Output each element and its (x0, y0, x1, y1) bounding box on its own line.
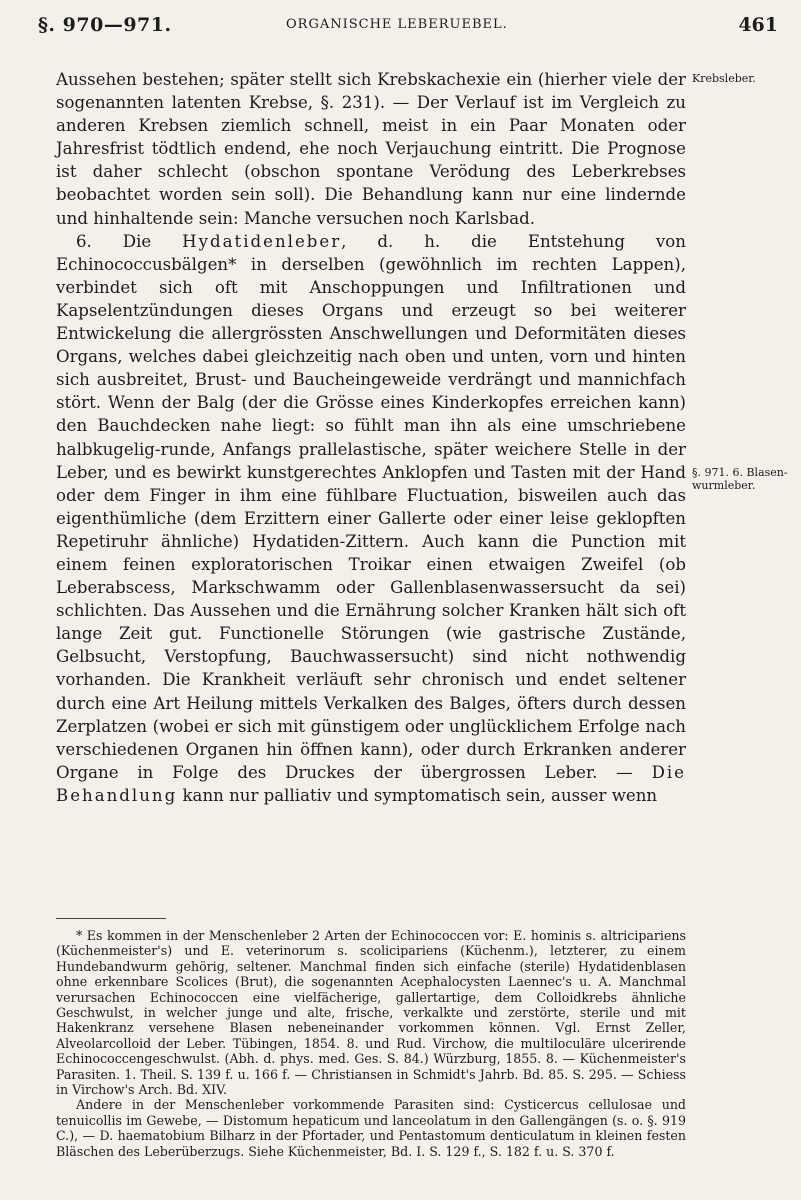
p2-start: 6. Die (76, 231, 183, 251)
main-text (56, 68, 686, 807)
footnote (56, 928, 686, 1159)
paragraph-krebs: Aussehen bestehen; später stellt sich Krebskachexie ein (hierher viele der sogenannten latenten Krebse, §. 231). — Der Verlauf ist im Vergleich zu anderen Krebsen ziemlich schnell, meist in ein Paar Monaten oder Jahresfrist tödtlich endend, ehe noch Verjauchung eintritt. Die Prognose ist daher schlecht (obschon spontane Verödung des Leberkrebses beobachtet worden sein soll). Die Behandlung kann nur eine lindernde und hinhaltende sein: Manche versuchen noch Karlsbad. (56, 70, 686, 228)
footnote-paragraph-2: Andere in der Menschenleber vorkommende Parasiten sind: Cysticercus cellulosae und tenuicollis im Gewebe, — Distomum hepaticum und lanceolatum in den Gallengängen (s. o. §. 919 C.), — D. haematobium Bilharz in der Pfortader, und Pentastomum denticulatum in kleinen festen Bläschen des Leberüberzugs. Siehe Küchenmeister, Bd. I. S. 129 f., S. 182 f. u. S. 370 f. (56, 1097, 686, 1159)
term-behandlung: Die Behandlung (56, 762, 686, 805)
footnote-divider (56, 918, 166, 919)
p2-end: kann nur palliativ und symptomatisch sein, ausser wenn (177, 785, 658, 805)
paragraph-hydatidenleber (56, 230, 686, 807)
running-title: ORGANISCHE LEBERUEBEL. (286, 17, 508, 32)
margin-note-blasenwurmleber: §. 971. 6. Blasen-wurmleber. (692, 466, 788, 492)
p2-rest: , d. h. die Entstehung von Echinococcusbälgen* in derselben (gewöhnlich im rechten Lappen), verbindet sich oft mit Anschoppungen und Infiltrationen und Kapselentzündungen dieses Organs und erzeugt so bei weiterer Entwickelung die allergrössten Anschwellungen und Deformitäten dieses Organs, welches dabei gleichzeitig nach oben und unten, vorn und hinten sich ausbreitet, Brust- und Baucheingeweide verdrängt und mannichfach stört. Wenn der Balg (der die Grösse eines Kinderkopfes erreichen kann) den Bauchdecken nahe liegt: so fühlt man ihn als eine umschriebene halbkugelig-runde, Anfangs prallelastische, später weichere Stelle in der Leber, und es bewirkt kunstgerechtes Anklopfen und Tasten mit der Hand oder dem Finger in ihm eine fühlbare Fluctuation, bisweilen auch das eigenthümliche (dem Erzittern einer Gallerte oder einer leise geklopften Repetiruhr ähnliche) Hydatiden-Zittern. Auch kann die Punction mit einem feinen exploratorischen Troikar einen etwaigen Zweifel (ob Leberabscess, Markschwamm oder Gallenblasenwassersucht da sei) schlichten. Das Aussehen und die Ernährung solcher Kranken hält sich oft lange Zeit gut. Functionelle Störungen (wie gastrische Zustände, Gelbsucht, Verstopfung, Bauchwassersucht) sind nicht nothwendig vorhanden. Die Krankheit verläuft sehr chronisch und endet seltener durch eine Art Heilung mittels Verkalken des Balges, öfters durch dessen Zerplatzen (wobei er sich mit günstigem oder unglücklichem Erfolge nach verschiedenen Organen hin öffnen kann), oder durch Erkranken anderer Organe in Folge des Druckes der übergrossen Leber. — (56, 231, 686, 782)
term-hydatidenleber: Hydatidenleber (182, 231, 342, 251)
footnote-paragraph-1: * Es kommen in der Menschenleber 2 Arten der Echinococcen vor: E. hominis s. altricipariens (Küchenmeister's) und E. veterinorum s. scolicipariens (Küchenm.), letzterer, zu einem Hundebandwurm gehörig, seltener. Manchmal finden sich einfache (sterile) Hydatidenblasen ohne erkennbare Scolices (Brut), die sogenannten Acephalocysten Laennec's u. A. Manchmal verursachen Echinococcen eine vielfächerige, gallertartige, dem Colloidkrebs ähnliche Geschwulst, in welcher junge und alte, frische, verkalkte und zerstörte, sterile und mit Hakenkranz versehene Blasen nebeneinander vorkommen können. Vgl. Ernst Zeller, Alveolarcolloid der Leber. Tübingen, 1854. 8. und Rud. Virchow, die multiloculäre ulcerirende Echinococcengeschwulst. (Abh. d. phys. med. Ges. S. 84.) Würzburg, 1855. 8. — Küchenmeister's Parasiten. 1. Theil. S. 139 f. u. 166 f. — Christiansen in Schmidt's Jahrb. Bd. 85. S. 295. — Schiess in Virchow's Arch. Bd. XIV. (56, 928, 686, 1098)
section-range: §. 970—971. (38, 14, 172, 36)
margin-note-krebsleber: Krebsleber. (692, 72, 756, 85)
page-header (38, 14, 778, 44)
page-number: 461 (738, 14, 778, 36)
